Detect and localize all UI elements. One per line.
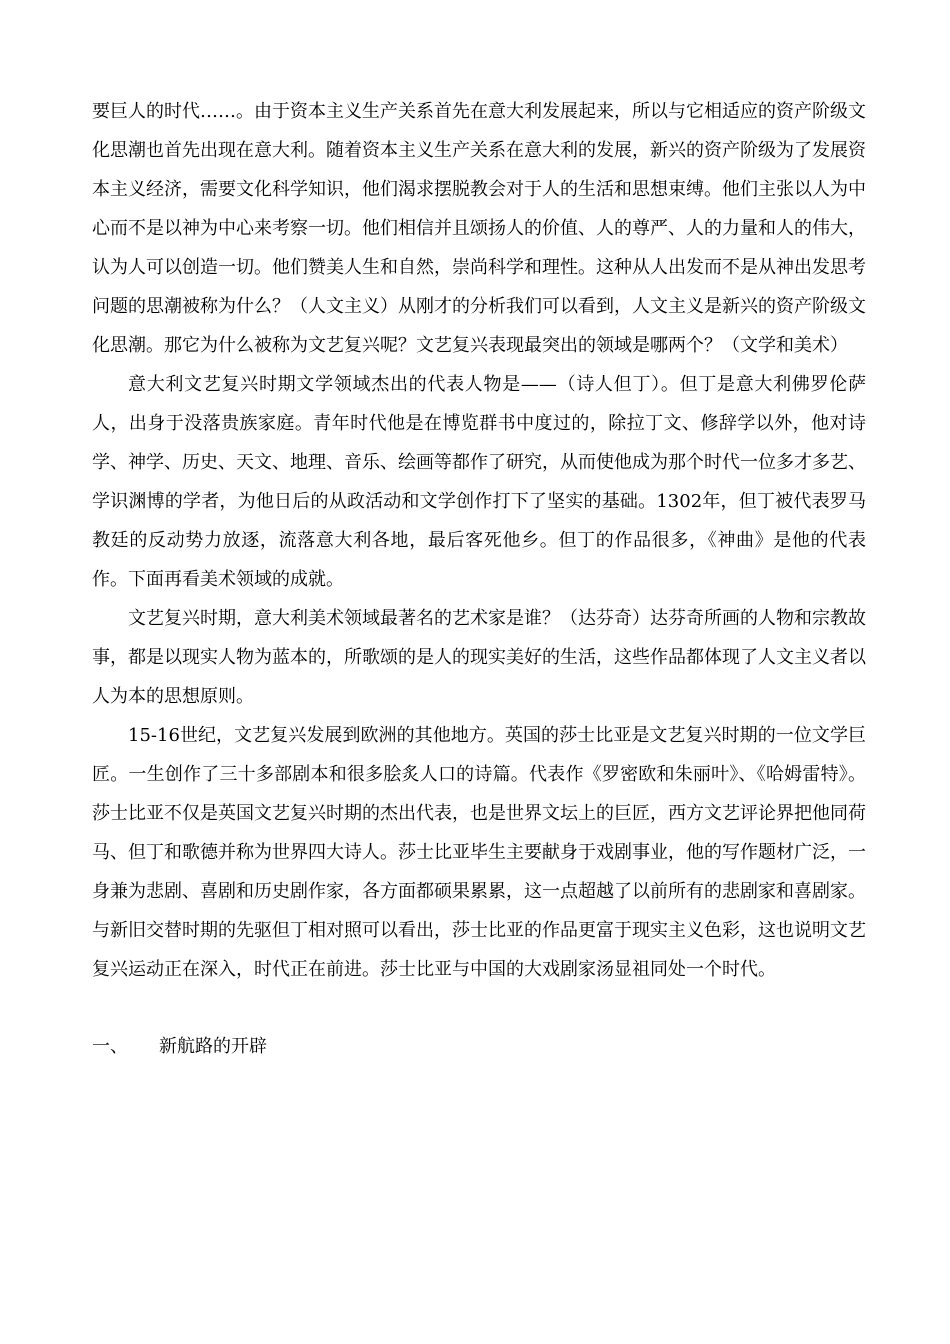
section-heading-title: 新航路的开辟 (159, 1036, 267, 1057)
paragraph-4: 15-16世纪，文艺复兴发展到欧洲的其他地方。英国的莎士比亚是文艺复兴时期的一位文学巨匠。一生创作了三十多部剧本和很多脍炙人口的诗篇。代表作《罗密欧和朱丽叶》、《哈姆雷特》。莎士比亚不仅是英国文艺复兴时期的杰出代表，也是世界文坛上的巨匠，西方文艺评论界把他同荷马、但丁和歌德并称为世界四大诗人。莎士比亚毕生主要献身于戏剧事业，他的写作题材广泛，一身兼为悲剧、喜剧和历史剧作家，各方面都硕果累累，这一点超越了以前所有的悲剧家和喜剧家。与新旧交替时期的先驱但丁相对照可以看出，莎士比亚的作品更富于现实主义色彩，这也说明文艺复兴运动正在深入，时代正在前进。莎士比亚与中国的大戏剧家汤显祖同处一个时代。 (92, 725, 866, 980)
paragraph-3: 文艺复兴时期，意大利美术领域最著名的艺术家是谁？（达芬奇）达芬奇所画的人物和宗教故事，都是以现实人物为蓝本的，所歌颂的是人的现实美好的生活，这些作品都体现了人文主义者以人为本的思想原则。 (92, 608, 866, 707)
section-heading (92, 1027, 866, 1066)
document-body (92, 92, 866, 1066)
section-heading-number: 一、 (92, 1036, 128, 1057)
paragraph-2: 意大利文艺复兴时期文学领域杰出的代表人物是——（诗人但丁）。但丁是意大利佛罗伦萨人，出身于没落贵族家庭。青年时代他是在博览群书中度过的，除拉丁文、修辞学以外，他对诗学、神学、历史、天文、地理、音乐、绘画等都作了研究，从而使他成为那个时代一位多才多艺、学识渊博的学者，为他日后的从政活动和文学创作打下了坚实的基础。1302年，但丁被代表罗马教廷的反动势力放逐，流落意大利各地，最后客死他乡。但丁的作品很多，《神曲》是他的代表作。下面再看美术领域的成就。 (92, 374, 866, 590)
paragraph-1: 要巨人的时代……。由于资本主义生产关系首先在意大利发展起来，所以与它相适应的资产阶级文化思潮也首先出现在意大利。随着资本主义生产关系在意大利的发展，新兴的资产阶级为了发展资本主义经济，需要文化科学知识，他们渴求摆脱教会对于人的生活和思想束缚。他们主张以人为中心而不是以神为中心来考察一切。他们相信并且颂扬人的价值、人的尊严、人的力量和人的伟大，认为人可以创造一切。他们赞美人生和自然，崇尚科学和理性。这种从人出发而不是从神出发思考问题的思潮被称为什么？（人文主义）从刚才的分析我们可以看到，人文主义是新兴的资产阶级文化思潮。那它为什么被称为文艺复兴呢？文艺复兴表现最突出的领域是哪两个？（文学和美术） (92, 101, 866, 356)
